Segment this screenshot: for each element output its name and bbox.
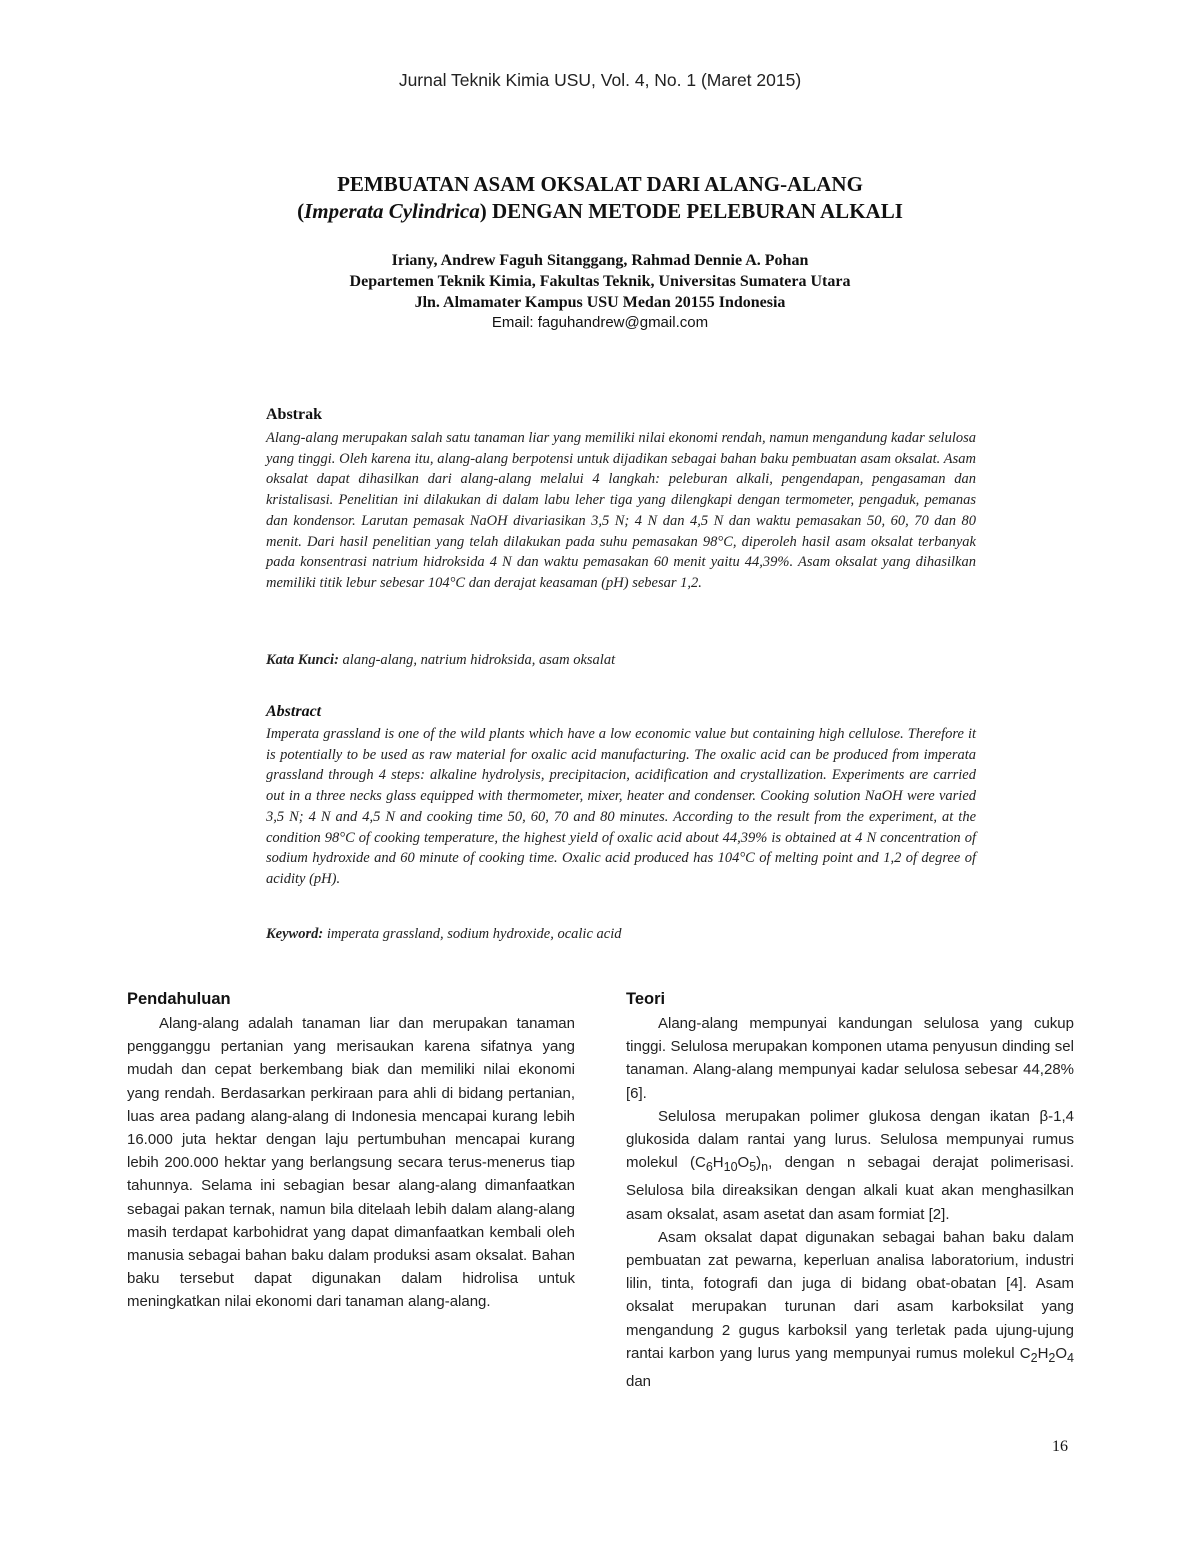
abstrak-heading: Abstrak bbox=[266, 406, 323, 423]
affiliation: Departemen Teknik Kimia, Fakultas Teknik, Universitas Sumatera Utara bbox=[349, 273, 851, 290]
kata-kunci-label: Kata Kunci: bbox=[266, 652, 339, 668]
authors: Iriany, Andrew Faguh Sitanggang, Rahmad Dennie A. Pohan bbox=[391, 252, 809, 269]
title-line-1: PEMBUATAN ASAM OKSALAT DARI ALANG-ALANG bbox=[337, 172, 863, 196]
email: Email: faguhandrew@gmail.com bbox=[491, 314, 709, 331]
teori-heading: Teori bbox=[626, 990, 666, 1008]
kata-kunci: Kata Kunci: alang-alang, natrium hidroksida, asam oksalat bbox=[266, 652, 616, 668]
pendahuluan-heading: Pendahuluan bbox=[127, 990, 231, 1008]
abstract-heading: Abstract bbox=[266, 703, 322, 720]
paper-title bbox=[0, 171, 1200, 225]
title-line-2: (Imperata Cylindrica) DENGAN METODE PELEBURAN ALKALI bbox=[297, 199, 903, 223]
title-latin-name: Imperata Cylindrica bbox=[304, 199, 480, 223]
teori-paragraph-1: Alang-alang mempunyai kandungan selulosa yang cukup tinggi. Selulosa merupakan komponen utama penyusun dinding sel tanaman. Alang-alang mempunyai kadar selulosa sebesar 44,28% [6]. bbox=[626, 1015, 1074, 1102]
teori-paragraph-3: Asam oksalat dapat digunakan sebagai bahan baku dalam pembuatan zat pewarna, keperluan analisa laboratorium, industri lilin, tinta, fotografi dan juga di bidang obat-obatan [4]. Asam oksalat merupakan turunan dari asam karboksilat yang mengandung 2 gugus karboksil yang terletak pada ujung-ujung rantai karbon yang lurus yang mempunyai rumus molekul $C_2H_2O_4$ dan bbox=[626, 1228, 1074, 1391]
abstract-text: Imperata grassland is one of the wild plants which have a low economic value but containing high cellulose. Therefore it is potentially to be used as raw material for oxalic acid manufacturing. The oxalic acid can be produced from imperata grassland through 4 steps: alkaline hydrolysis, precipitacion, acidification and crystallization. Experiments are carried out in a three necks glass equipped with thermometer, mixer, heater and condenser. Cooking solution NaOH were varied 3,5 N; 4 N and 4,5 N and cooking time 50, 60, 70 and 80 minutes. According to the result from the experiment, at the condition 98°C of cooking temperature, the highest yield of oxalic acid about 44,39% is obtained at 4 N concentration of sodium hydroxide and 60 minute of cooking time. Oxalic acid produced has 104°C of melting point and 1,2 of degree of acidity (pH). bbox=[266, 726, 976, 887]
teori-body bbox=[626, 1012, 1074, 1393]
keyword-label: Keyword: bbox=[266, 926, 324, 942]
pendahuluan-body bbox=[127, 1012, 575, 1314]
running-head: Jurnal Teknik Kimia USU, Vol. 4, No. 1 (Maret 2015) bbox=[398, 70, 802, 90]
page-number: 16 bbox=[1052, 1438, 1068, 1455]
keyword: Keyword: imperata grassland, sodium hydroxide, ocalic acid bbox=[266, 926, 622, 942]
teori-paragraph-2: Selulosa merupakan polimer glukosa dengan ikatan β-1,4 glukosida dalam rantai yang lurus. Selulosa mempunyai rumus molekul $(C_6H_{10}O_5)_n$, dengan n sebagai derajat polimerisasi. Selulosa bila direaksikan dengan alkali kuat akan menghasilkan asam oksalat, asam asetat dan asam formiat [2]. bbox=[626, 1107, 1074, 1223]
abstrak-text: Alang-alang merupakan salah satu tanaman liar yang memiliki nilai ekonomi rendah, namun mengandung kadar selulosa yang tinggi. Oleh karena itu, alang-alang berpotensi untuk dijadikan sebagai bahan baku pembuatan asam oksalat. Asam oksalat dapat dihasilkan dari alang-alang melalui 4 langkah: peleburan alkali, pengendapan, pengasaman dan kristalisasi. Penelitian ini dilakukan di dalam labu leher tiga yang dilengkapi dengan termometer, pengaduk, pemanas dan kondensor. Larutan pemasak NaOH divariasikan 3,5 N; 4 N dan 4,5 N dan waktu pemasakan 50, 60, 70 dan 80 menit. Dari hasil penelitian yang telah dilakukan pada suhu pemasakan 98°C, diperoleh hasil asam oksalat terbanyak pada konsentrasi natrium hidroksida 4 N dan waktu pemasakan 60 menit yaitu 44,39%. Asam oksalat yang dihasilkan memiliki titik lebur sebesar 104°C dan derajat keasaman (pH) sebesar 1,2. bbox=[266, 430, 976, 591]
address: Jln. Almamater Kampus USU Medan 20155 Indonesia bbox=[414, 294, 786, 311]
pendahuluan-paragraph: Alang-alang adalah tanaman liar dan merupakan tanaman pengganggu pertanian yang merisaukan karena sifatnya yang mudah dan cepat berkembang biak dan memiliki nilai ekonomi yang rendah. Berdasarkan perkiraan para ahli di bidang pertanian, luas area padang alang-alang di Indonesia mencapai kurang lebih 16.000 juta hektar dengan laju pertumbuhan mencapai kurang lebih 200.000 hektar yang berlangsung secara terus-menerus tiap tahunnya. Selama ini sebagian besar alang-alang dimanfaatkan sebagai pakan ternak, namun bila ditelaah lebih dalam alang-alang masih terdapat karbohidrat yang dapat dimanfaatkan kembali oleh manusia sebagai bahan baku dalam produksi asam oksalat. Bahan baku tersebut dapat digunakan dalam hidrolisa untuk meningkatkan nilai ekonomi dari tanaman alang-alang. bbox=[127, 1015, 575, 1311]
